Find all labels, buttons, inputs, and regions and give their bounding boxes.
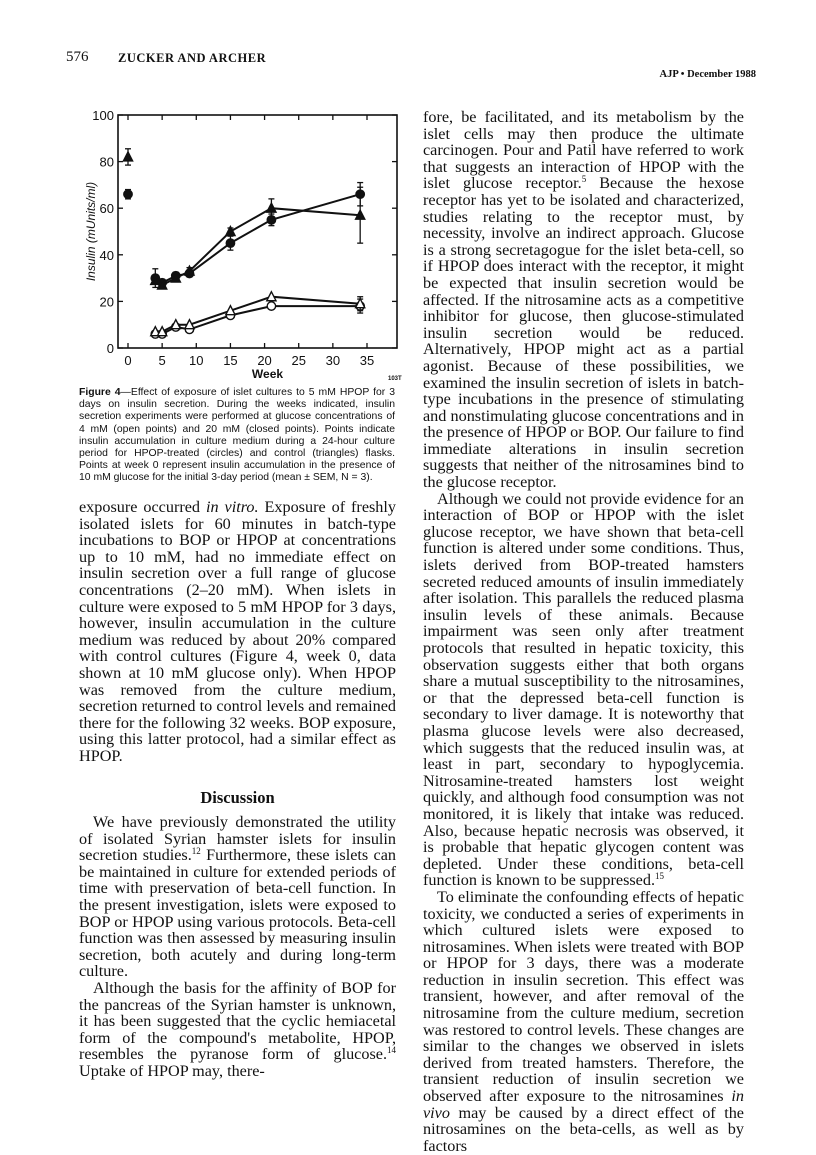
- y-tick-label: 20: [99, 294, 114, 310]
- plot-frame: [118, 115, 397, 348]
- text-run: Although the basis for the affinity of BOP for the pancreas of the Syrian hamster is unknown, it has been suggested that the cyclic hemiacetal form of the compound's metabolite, HPOP, resembles the pyranose form of glucose.: [79, 979, 396, 1064]
- y-tick-label: 60: [99, 201, 114, 217]
- filled-circle-marker: [226, 239, 234, 247]
- text-run: Although we could not provide evidence for an interaction of BOP or HPOP with the islet glucose receptor, we have shown that beta-cell function is altered under some conditions. Thus, islets derived from BOP-treated hamsters secreted reduced amounts of insulin immediately after isolation. This parallels the reduced plasma insulin levels of these animals. Because impairment was seen only after treatment protocols that resulted in hepatic toxicity, this observation suggests either that both organs share a mutual susceptibility to the nitrosamines, or that the depressed beta-cell function is secondary to liver damage. It is noteworthy that plasma glucose levels were also decreased, which suggests that the reduced insulin was, at least in part, secondary to hypoglycemia. Nitrosamine-treated hamsters lost weight quickly, and although food consumption was not monitored, it is likely that intake was reduced. Also, because hepatic necrosis was observed, it is probable that hepatic glycogen content was depleted. Under these conditions, beta-cell function is known to be suppressed.: [423, 489, 744, 890]
- italic-text: in vivo: [423, 1087, 744, 1122]
- chart-axes: [92, 108, 397, 368]
- open-circle-marker: [267, 302, 275, 310]
- running-authors: ZUCKER AND ARCHER: [118, 51, 267, 65]
- reference-superscript: 15: [655, 871, 664, 882]
- journal-info: AJP • December 1988: [659, 69, 756, 80]
- section-heading-discussion: Discussion: [200, 787, 275, 807]
- x-tick-label: 20: [257, 353, 272, 368]
- reference-superscript: 14: [387, 1045, 396, 1056]
- text-run: Because the hexose receptor has yet to be isolated and characterized, studies relating to the receptor must, by necessity, involve an indirect approach. Glucose is a strong secretagogue for the islet beta-cell, so if HPOP does interact with the receptor, it might be expected that insulin secretion would be affected. If the nitrosamine acts as a competitive inhibitor for glucose, then glucose-stimulated insulin secretion would be reduced. Alternatively, HPOP might act as a partial agonist. Because of these possibilities, we examined the insulin secretion of islets in batch-type incubations in the presence of stimulating and nonstimulating glucose concentrations and in the presence of HPOP or BOP. Our failure to find immediate alterations in insulin secretion suggests that neither of the nitrosamines bind to the glucose receptor.: [423, 174, 744, 492]
- x-tick-label: 25: [291, 353, 306, 368]
- figure-caption: [79, 387, 395, 485]
- caption-label: Figure 4: [79, 387, 121, 398]
- reference-superscript: 12: [191, 846, 201, 857]
- page-number: 576: [66, 49, 89, 65]
- text-run: Uptake of HPOP may, there-: [79, 1062, 265, 1080]
- y-tick-label: 40: [99, 247, 114, 263]
- y-axis-label: Insulin (mUnits/ml): [84, 181, 98, 282]
- paragraph: [79, 980, 396, 1080]
- caption-text: —Effect of exposure of islet cultures to 5 mM HPOP for 3 days on insulin secretion. During the weeks indicated, insulin secretion experiments were performed at glucose concentrations of 4 mM (open points) and 20 mM (closed points). Points indicate insulin accumulation in culture medium during a 24-hour culture period for HPOP-treated (circles) and control (triangles) flasks. Points at week 0 represent insulin accumulation in the presence of 10 mM glucose for the initial 3-day period (mean ± SEM, N = 3).: [79, 387, 395, 484]
- x-tick-label: 35: [359, 353, 375, 368]
- series-line: [155, 194, 360, 283]
- paragraph: [423, 109, 744, 491]
- y-tick-label: 80: [99, 154, 114, 170]
- filled-triangle-marker: [123, 152, 132, 161]
- y-tick-label: 100: [92, 108, 114, 123]
- figure-4-chart: [70, 100, 410, 390]
- x-tick-label: 10: [189, 353, 204, 368]
- filled-triangle-marker: [226, 227, 235, 236]
- text-run: We have previously demonstrated the utility of isolated Syrian hamster islets for insulin secretion studies.: [79, 813, 396, 865]
- chart-series-lines: [155, 194, 360, 334]
- text-run: Exposure of freshly isolated islets for 60 minutes in batch-type incubations to BOP or HPOP at concentrations up to 10 mM, had no immediate effect on insulin secretion over a full range of glucose concentrations (2–20 mM). When islets in culture were exposed to 5 mM HPOP for 3 days, however, insulin accumulation in the culture medium was reduced by about 20% compared with control cultures (Figure 4, week 0, data shown at 10 mM glucose only). When HPOP was removed from the culture medium, secretion returned to control levels and remained there for the following 32 weeks. BOP exposure, using this latter protocol, had a similar effect as HPOP.: [79, 498, 396, 765]
- text-run: Furthermore, these islets can be maintained in culture for extended periods of time with preservation of beta-cell function. In the present investigation, islets were exposed to BOP or HPOP using various protocols. Beta-cell function was then assessed by measuring insulin secretion, both acutely and during long-term culture.: [79, 846, 396, 981]
- paragraph: [423, 889, 744, 1155]
- running-head: [66, 49, 756, 80]
- line-chart: [70, 100, 410, 390]
- text-run: fore, be facilitated, and its metabolism by the islet cells may then produce the ultimate carcinogen. Pour and Patil have referred to work that suggests an interaction of HPOP with the islet glucose receptor.: [423, 108, 744, 193]
- filled-circle-marker: [124, 190, 132, 198]
- x-tick-label: 30: [325, 353, 341, 368]
- text-run: To eliminate the confounding effects of hepatic toxicity, we conducted a series of experiments in which cultured islets were exposed to nitrosamines. When islets were treated with BOP or HPOP for 3 days, there was a moderate reduction in insulin secretion. This effect was transient, however, and after removal of the nitrosamine from the culture medium, secretion was restored to control levels. These changes are similar to the changes we observed in islets derived from treated hamsters. Therefore, the transient reduction of insulin secretion we observed after exposure to the nitrosamines: [423, 887, 744, 1106]
- x-tick-label: 5: [158, 353, 166, 368]
- chart-series-points: [123, 149, 364, 338]
- y-tick-label: 0: [106, 341, 114, 356]
- figure-code: 103T: [388, 376, 402, 382]
- x-tick-label: 0: [124, 353, 132, 368]
- text-run: exposure occurred: [79, 498, 206, 516]
- italic-text: in vitro.: [205, 498, 259, 516]
- paragraph: [423, 491, 744, 889]
- reference-superscript: 5: [581, 174, 587, 185]
- paragraph: [79, 814, 396, 980]
- x-tick-label: 15: [223, 353, 238, 368]
- paragraph: [79, 499, 396, 765]
- right-column: [423, 109, 744, 1154]
- left-column: [79, 499, 396, 1080]
- x-axis-label: Week: [251, 367, 284, 381]
- text-run: may be caused by a direct effect of the nitrosamines on the beta-cells, as well as by factors: [423, 1103, 744, 1155]
